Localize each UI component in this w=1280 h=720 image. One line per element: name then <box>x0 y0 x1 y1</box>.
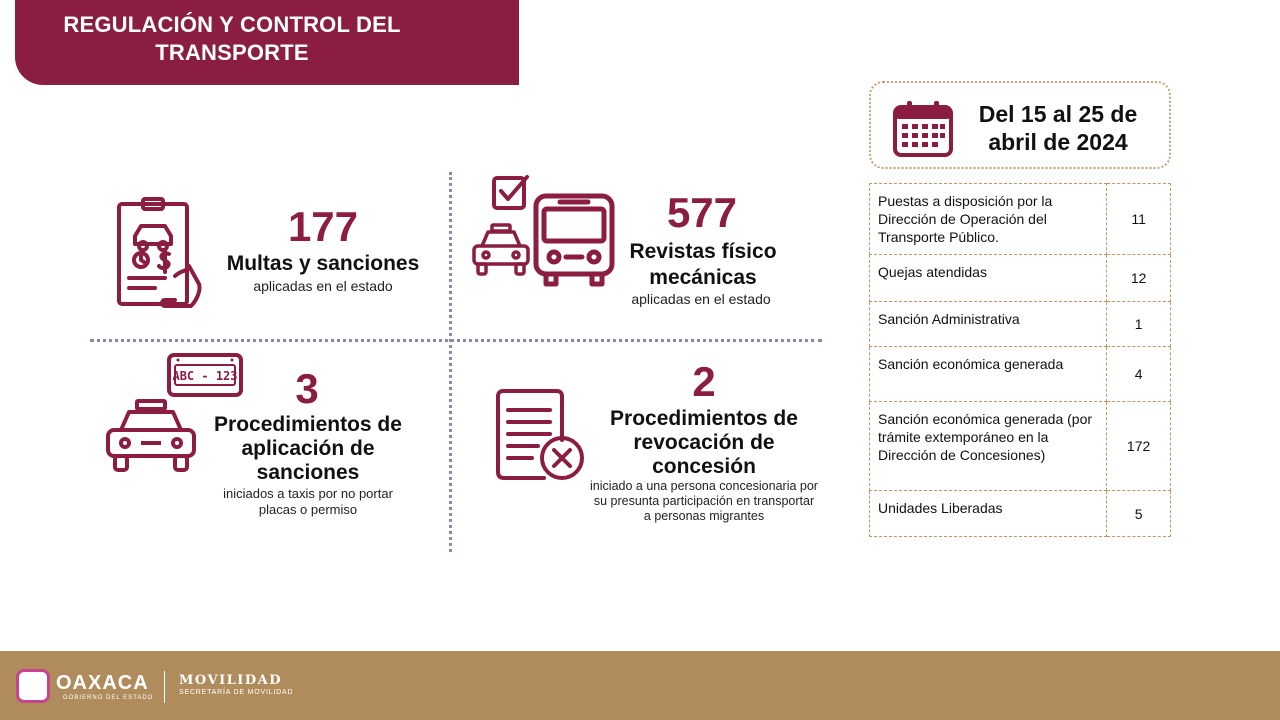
footer-brand-sub: GOBIERNO DEL ESTADO <box>63 695 154 701</box>
multas-subtitle: aplicadas en el estado <box>253 278 393 294</box>
row-value: 4 <box>1107 347 1171 402</box>
document-cancel-icon <box>494 388 590 482</box>
footer-brand: OAXACA <box>56 672 149 694</box>
row-value: 5 <box>1107 491 1171 537</box>
stats-table <box>869 183 1171 537</box>
footer-separator <box>164 671 165 703</box>
footer-dept-sub: SECRETARÍA DE MOVILIDAD <box>179 689 294 696</box>
plate-text: ABC - 123 <box>172 369 238 383</box>
vertical-divider <box>449 172 452 552</box>
row-label: Sanción económica generada (por trámite extemporáneo en la Dirección de Concesiones) <box>870 402 1107 491</box>
page-header <box>15 0 519 85</box>
footer <box>0 651 1280 720</box>
revistas-subtitle: aplicadas en el estado <box>631 291 771 307</box>
row-value: 172 <box>1107 402 1171 491</box>
table-row <box>870 255 1171 302</box>
multas-value: 177 <box>287 203 359 250</box>
row-value: 11 <box>1107 184 1171 255</box>
checkbox-icon <box>491 173 531 211</box>
row-value: 1 <box>1107 302 1171 347</box>
date-range-text: Del 15 al 25 de abril de 2024 <box>978 101 1138 155</box>
row-label: Unidades Liberadas <box>870 491 1107 537</box>
table-row <box>870 184 1171 255</box>
table-row <box>870 491 1171 537</box>
taxi-icon <box>103 398 199 474</box>
table-row <box>870 402 1171 491</box>
table-row <box>870 347 1171 402</box>
oaxaca-emblem-icon <box>16 669 50 703</box>
row-label: Puestas a disposición por la Dirección de Operación del Transporte Público. <box>870 184 1107 255</box>
multas-title: Multas y sanciones <box>226 252 420 275</box>
procedimientos-aplicacion-title: Procedimientos de aplicación de sanciones <box>214 413 402 484</box>
procedimientos-revocacion-subtitle: iniciado a una persona concesionaria por su presunta participación en transportar a personas migrantes <box>590 479 818 523</box>
row-label: Sanción económica generada <box>870 347 1107 402</box>
license-plate-icon <box>166 352 244 398</box>
procedimientos-revocacion-title: Procedimientos de revocación de concesión <box>610 407 798 478</box>
table-row <box>870 302 1171 347</box>
clipboard-fine-icon <box>115 196 211 318</box>
footer-dept: MOVILIDAD <box>179 673 283 688</box>
procedimientos-aplicacion-value: 3 <box>295 365 319 412</box>
row-label: Quejas atendidas <box>870 255 1107 302</box>
row-value: 12 <box>1107 255 1171 302</box>
horizontal-divider <box>90 339 822 342</box>
calendar-icon <box>891 99 955 159</box>
procedimientos-aplicacion-subtitle: iniciados a taxis por no portar placas o permiso <box>223 486 393 517</box>
row-label: Sanción Administrativa <box>870 302 1107 347</box>
revistas-value: 577 <box>666 189 738 236</box>
page-title: REGULACIÓN Y CONTROL DEL TRANSPORTE <box>63 12 401 65</box>
revistas-title: Revistas físico mecánicas <box>629 240 777 289</box>
taxi-small-icon <box>470 222 532 278</box>
procedimientos-revocacion-value: 2 <box>692 358 716 405</box>
